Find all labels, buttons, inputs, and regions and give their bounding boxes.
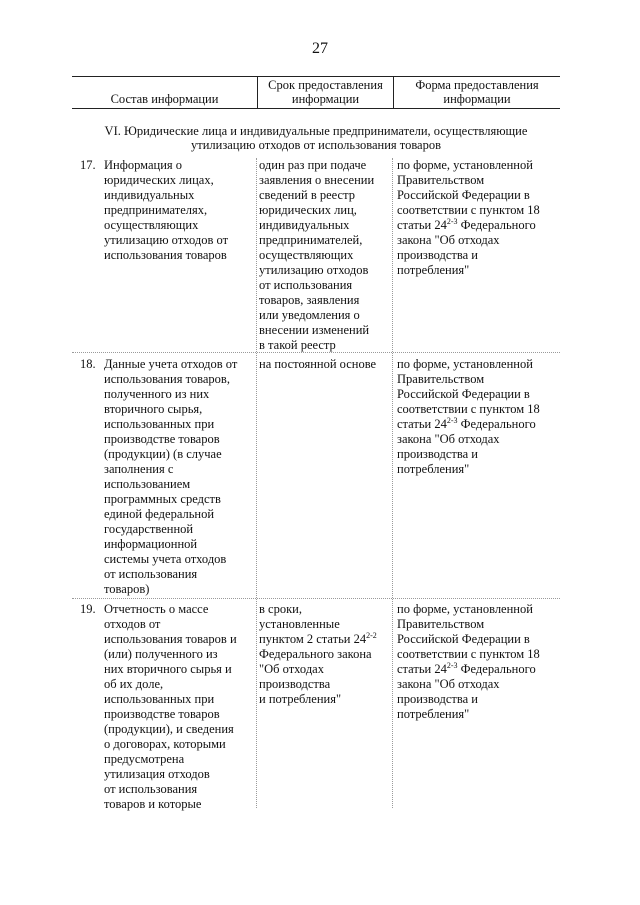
- row-number: 19.: [80, 602, 96, 616]
- row-number: 17.: [80, 158, 96, 172]
- row-divider: [72, 352, 560, 353]
- row-composition: Данные учета отходов от использования товаров, полученного из них вторичного сырья, использованных при производстве товаров (продукции) (в случае заполнения с использованием программных средств единой федеральной государственной информационной системы учета отходов от использования товаров): [104, 357, 238, 596]
- row-form: [393, 602, 560, 812]
- table-row: [72, 158, 560, 353]
- column-guide: [256, 158, 257, 808]
- form-text-tail: Федерального закона "Об отходах производства и потребления": [397, 417, 536, 476]
- form-superscript: 2-3: [446, 415, 458, 425]
- deadline-superscript: 2-2: [366, 630, 377, 640]
- table-row: [72, 602, 560, 812]
- row-composition: Информация о юридических лицах, индивидуальных предпринимателях, осуществляющих утилизацию отходов от использования товаров: [104, 158, 229, 262]
- row-deadline: [257, 602, 393, 812]
- header-composition: Состав информации: [110, 92, 219, 106]
- row-number: 18.: [80, 357, 96, 371]
- row-divider: [72, 598, 560, 599]
- form-superscript: 2-3: [446, 660, 458, 670]
- deadline-text: в сроки, установленные пунктом 2 статьи 24: [259, 602, 367, 646]
- deadline-text-tail: Федерального закона "Об отходах производства и потребления": [259, 647, 372, 706]
- column-guide: [392, 158, 393, 808]
- header-form: Форма предоставления информации: [393, 77, 560, 108]
- form-text-tail: Федерального закона "Об отходах производства и потребления": [397, 662, 536, 721]
- form-text-tail: Федерального закона "Об отходах производства и потребления": [397, 218, 536, 277]
- form-text: по форме, установленной Правительством Российской Федерации в соответствии с пунктом 18 статьи 24: [397, 158, 540, 232]
- form-text: по форме, установленной Правительством Российской Федерации в соответствии с пунктом 18 статьи 24: [397, 357, 540, 431]
- row-form: [393, 357, 560, 597]
- row-form: [393, 158, 560, 353]
- form-text: по форме, установленной Правительством Российской Федерации в соответствии с пунктом 18 статьи 24: [397, 602, 540, 676]
- header-deadline: Срок предоставления информации: [257, 77, 393, 108]
- table-header: [72, 76, 560, 109]
- row-composition: Отчетность о массе отходов от использования товаров и (или) полученного из них вторичного сырья и об их доле, использованных при производстве товаров (продукции), и сведения о договорах, которыми предусмотрена утилизация отходов от использования товаров и которые: [104, 602, 237, 811]
- information-table: [72, 76, 560, 811]
- section-title: VI. Юридические лица и индивидуальные предприниматели, осуществляющие утилизацию отходов от использования товаров: [104, 124, 528, 152]
- page-number: 27: [312, 40, 328, 57]
- row-deadline: один раз при подаче заявления о внесении сведений в реестр юридических лиц, индивидуальных предпринимателей, осуществляющих утилизацию отходов от использования товаров, заявления или уведомления о внесении изменений в такой реестр: [259, 158, 375, 352]
- form-superscript: 2-3: [446, 216, 458, 226]
- row-deadline: на постоянной основе: [259, 357, 377, 371]
- table-row: [72, 357, 560, 597]
